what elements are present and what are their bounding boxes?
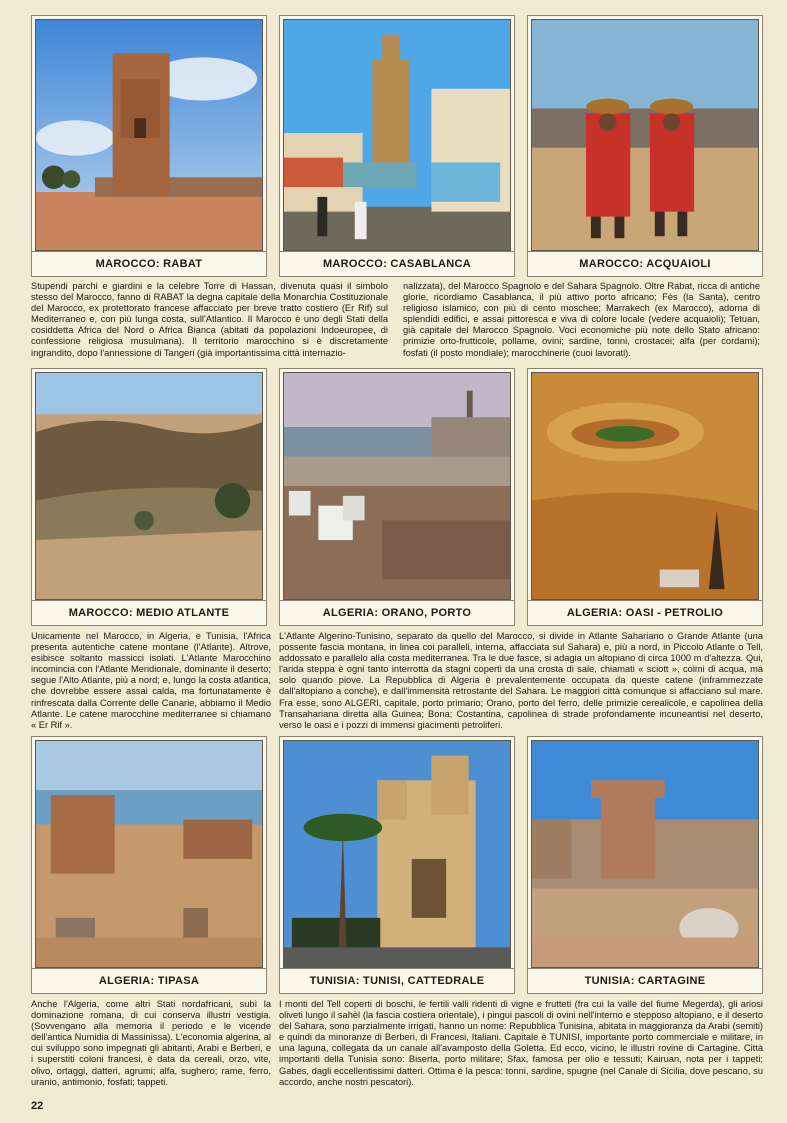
photo-oasi-petrolio xyxy=(531,372,759,600)
photo-acquaioli xyxy=(531,19,759,251)
photo-rabat xyxy=(35,19,263,251)
photo-card-tunisi xyxy=(279,736,515,994)
photo-caption: TUNISIA: CARTAGINE xyxy=(528,968,762,993)
photo-caption: MAROCCO: RABAT xyxy=(32,251,266,276)
photo-caption: TUNISIA: TUNISI, CATTEDRALE xyxy=(280,968,514,993)
page-number: 22 xyxy=(31,1100,44,1112)
text-block-morocco-1 xyxy=(31,281,388,363)
photo-caption: ALGERIA: TIPASA xyxy=(32,968,266,993)
paragraph-text: nalizzata), del Marocco Spagnolo e del Sahara Spagnolo. Oltre Rabat, ricca di antiche glorie, ricordiamo Casablanca, il più attivo porto africano; Fès (la Santa), centro religioso islamico, con più di cento moschee; Marrakech (ex Marocco), adorna di splendidi edifici, e assai pittoresca e viva di colore locale (vedere acquaioli); Tetuan, già capitale del Marocco Spagnolo. Voci economiche più note dello Stato africano: primizie orto-frutticole, pollame, ovini; sardine, tonni, crostacei; alfa (per cordami); fosfati (il posto mondiale); marocchinerie (cuoi lavorati). xyxy=(403,281,760,358)
photo-casablanca xyxy=(283,19,511,251)
photo-caption: MAROCCO: CASABLANCA xyxy=(280,251,514,276)
photo-card-cartagine xyxy=(527,736,763,994)
text-block-morocco-2 xyxy=(403,281,760,363)
paragraph-text: Anche l'Algeria, come altri Stati nordafricani, subì la dominazione romana, di cui conserva illustri vestigia. (Sovvengano alla memoria il periodo e le vicende dell'antica Numidia di Massinissa). L'economia algerina, al cui sviluppo sono impegnati gli abitanti, Arabi e Berberi, e i superstiti coloni francesi, è data da cereali, orzo, vite, olivo, ortaggi, datteri, agrumi; alfa, sughero; rame, ferro, uranio, antimonio, fosfati; tappeti. xyxy=(31,999,271,1087)
photo-card-medio-atlante xyxy=(31,368,267,626)
photo-cartagine xyxy=(531,740,759,968)
photo-tipasa xyxy=(35,740,263,968)
photo-card-casablanca xyxy=(279,15,515,277)
text-block-tunisia xyxy=(279,999,763,1095)
photo-card-oasi-petrolio xyxy=(527,368,763,626)
photo-medio-atlante xyxy=(35,372,263,600)
text-block-atlante-1 xyxy=(31,631,271,731)
photo-card-acquaioli xyxy=(527,15,763,277)
photo-caption: ALGERIA: OASI - PETROLIO xyxy=(528,600,762,625)
photo-card-orano xyxy=(279,368,515,626)
paragraph-text: I monti del Tell coperti di boschi, le fertili valli ridenti di vigne e frutteti (fra cui la valle del fiume Megerda), gli ariosi oliveti lungo il sahèl (la fascia costiera orientale), i pingui pascoli di ovini nell'interno e stepposo altopiano, e il deserto del Sahara, sono parzialmente irrigati, hanno un nome: Repubblica Tunisina, abitata in maggioranza da Arabi (semiti) e quindi da minoranze di Berberi, di Francesi, Italiani. Capitale è TUNISI, importante porto commerciale e militare, in una laguna, collegata da un canale all'avamposto della Goletta. Ed ecco, vicino, le illustri rovine di Cartagine. Città importanti della Tunisia sono: Biserta, porto militare; Sfax, famosa per olio e tessuti; Kairuan, nota per i tappeti; Gabes, dagli eccellentissimi datteri. Ottima è la pesca: tonni, sardine, spugne (nel Canale di Sicilia, dove pescano, su accordo, anche nostri pescatori). xyxy=(279,999,763,1087)
text-block-algeria-3 xyxy=(31,999,271,1095)
photo-orano-porto xyxy=(283,372,511,600)
text-block-atlante-2 xyxy=(279,631,763,731)
paragraph-text: Stupendi parchi e giardini e la celebre Torre di Hassan, divenuta quasi il simbolo stesso del Marocco, fanno di RABAT la degna capitale della Monarchia Costituzionale del Marocco, ex protettorato francese affacciato per breve tratto costiero (Er Rif) sul Mediterraneo e, con più lunga costa, sull'Atlantico. Il Marocco è uno degli Stati della cosiddetta Africa del Nord o Africa Bianca (abitati da popolazioni Indoeuropee, di confessione religiosa musulmana). Il territorio marocchino si è discretamente ingrandito, dopo l'annessione di Tangeri (già importantissima città internazio- xyxy=(31,281,388,358)
photo-caption: ALGERIA: ORANO, PORTO xyxy=(280,600,514,625)
photo-caption: MAROCCO: ACQUAIOLI xyxy=(528,251,762,276)
photo-caption: MAROCCO: MEDIO ATLANTE xyxy=(32,600,266,625)
photo-card-rabat xyxy=(31,15,267,277)
paragraph-text: Unicamente nel Marocco, in Algeria, e Tunisia, l'Africa presenta autentiche catene montane (l'Atlante). Altrove, esibisce soltanto massicci isolati. L'Atlante Marocchino incomincia con l'Atlante Meridionale, dominante il deserto; segue l'Alto Atlante, più a nord; e, lungo la costa atlantica, che dovrebbe essere assai calda, ma fortunatamente è rinfrescata dalla Corrente delle Canarie, abbiamo il Medio Atlante. Le catene marocchine mediterranee si chiamano « Er Rif ». xyxy=(31,631,271,730)
photo-card-tipasa xyxy=(31,736,267,994)
photo-tunisi-cattedrale xyxy=(283,740,511,968)
paragraph-text: L'Atlante Algerino-Tunisino, separato da quello del Marocco, si divide in Atlante Sahariano o Grande Atlante (una possente fascia montana, in linea coi paralleli, interna, affacciata sul Sahara) e, più a nord, in Piccolo Atlante o Tell, addossato e parallelo alla costa mediterranea. Tra le due fasce, si adagia un altopiano di circa 1000 m d'altezza. Qui, l'arida steppa è ogni tanto interrotta da stagni coperti da una crosta di sale, chiamati « sciott », colmi di acqua, ma solo quando piove. La Repubblica di Algeria è prevalentemente occupata da queste catene (inframmezzate dall'altopiano a conche), e dall'immensità retrostante del Sahara. Le maggiori città comunque si affacciano sul mare. Fra esse, sono ALGERI, capitale, porto primario; Orano, porto del ferro, delle primizie cerealicole, e capolinea della Transahariana diretta alla Guinea; Bona; Costantina, capolinea di strade profondamente incuneantisi nel deserto, verso le oasi e i pozzi di immensi giacimenti petroliferi. xyxy=(279,631,763,730)
